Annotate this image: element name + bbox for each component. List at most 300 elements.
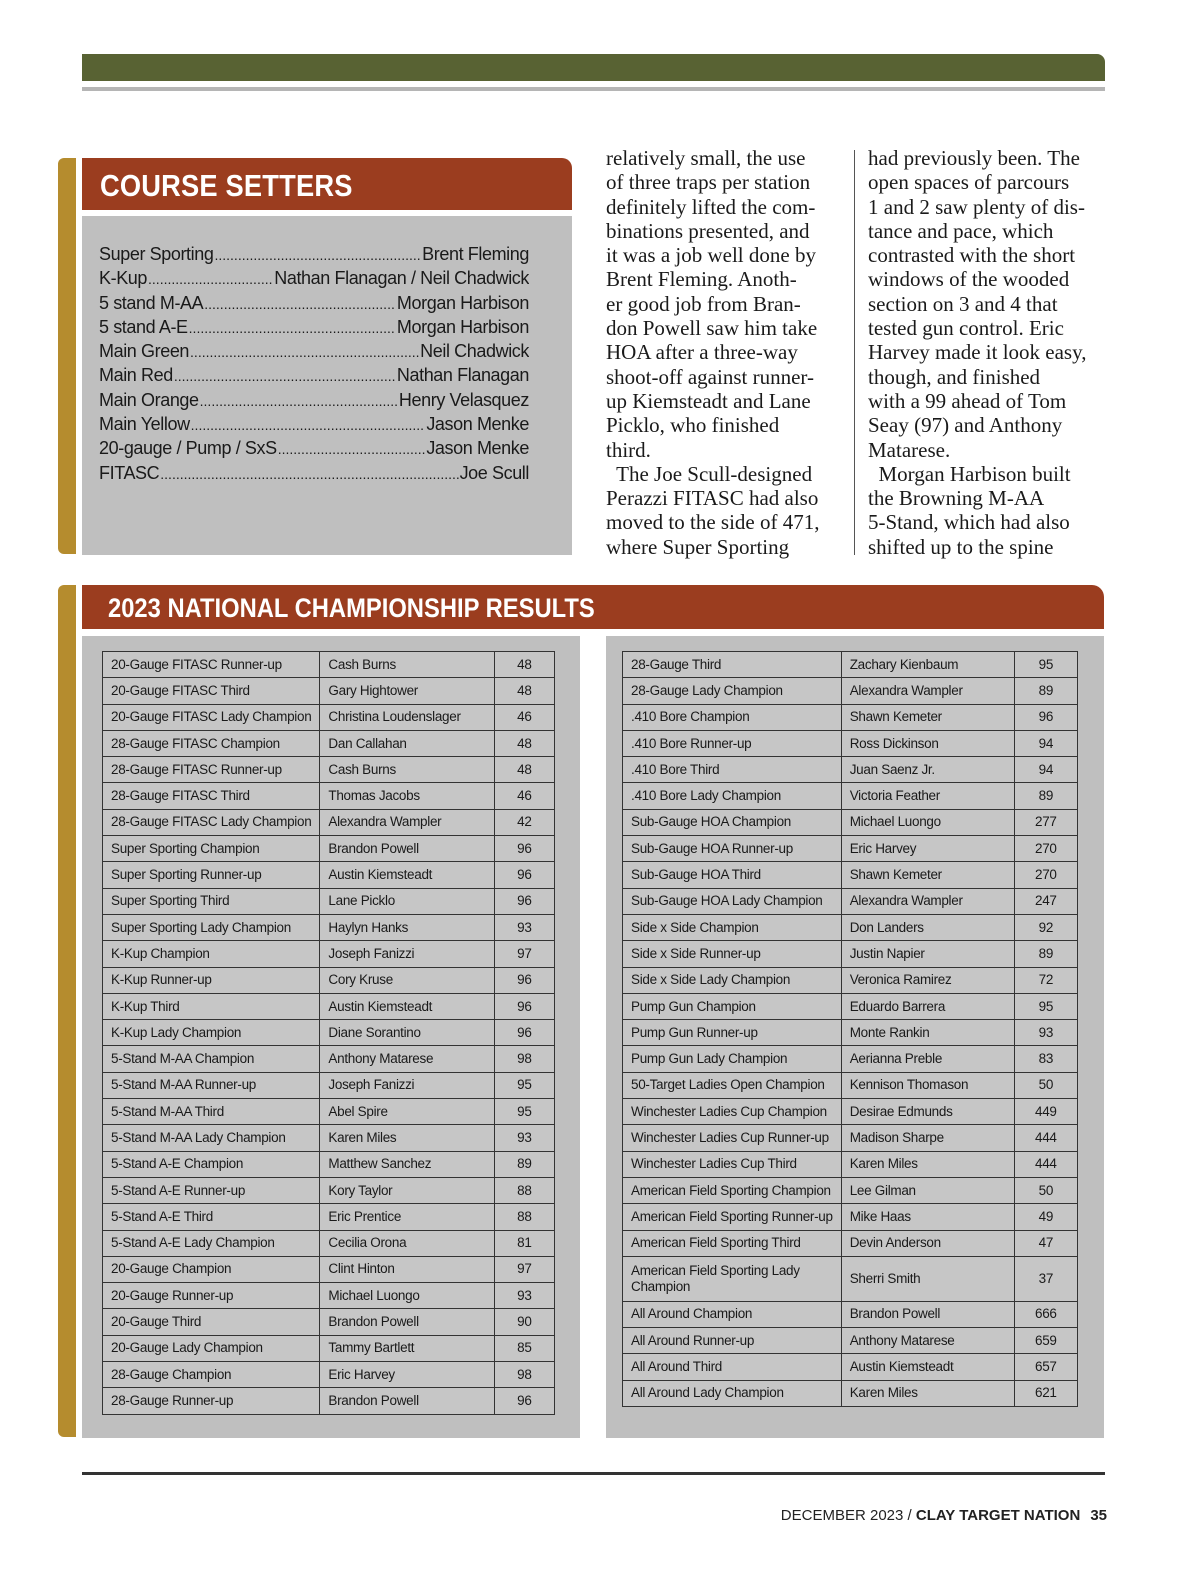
result-score: 85 xyxy=(494,1335,554,1361)
result-score: 95 xyxy=(1014,993,1077,1019)
result-row xyxy=(623,888,1078,914)
course-setter-event: 5 stand M-AA xyxy=(99,292,204,313)
result-row xyxy=(623,941,1078,967)
article-line: Perazzi FITASC had also xyxy=(606,486,819,511)
article-line: had previously been. The xyxy=(868,146,1080,170)
result-shooter: Eduardo Barrera xyxy=(841,993,1014,1019)
leader-dots xyxy=(191,414,426,435)
result-event: K-Kup Champion xyxy=(103,941,320,967)
article-line: moved to the side of 471, xyxy=(606,510,820,535)
result-score: 666 xyxy=(1014,1301,1077,1327)
result-event: 28-Gauge FITASC Champion xyxy=(103,730,320,756)
result-event: American Field Sporting Third xyxy=(623,1230,842,1256)
result-score: 657 xyxy=(1014,1354,1077,1380)
result-event: K-Kup Third xyxy=(103,993,320,1019)
result-score: 95 xyxy=(494,1072,554,1098)
result-event: 5-Stand M-AA Champion xyxy=(103,1046,320,1072)
article-line: tested gun control. Eric xyxy=(868,316,1064,341)
result-score: 89 xyxy=(1014,783,1077,809)
result-event: American Field Sporting Lady Champion xyxy=(623,1256,842,1301)
result-event: Sub-Gauge HOA Third xyxy=(623,862,842,888)
article-line: shoot-off against runner- xyxy=(606,364,814,389)
result-row xyxy=(103,888,555,914)
results-table-right xyxy=(622,651,1078,1407)
article-line: shifted up to the spine xyxy=(868,534,1054,559)
result-row xyxy=(623,704,1078,730)
result-row xyxy=(623,1230,1078,1256)
result-shooter: Cash Burns xyxy=(320,757,494,783)
result-row xyxy=(623,967,1078,993)
result-score: 96 xyxy=(494,888,554,914)
result-event: Winchester Ladies Cup Champion xyxy=(623,1099,842,1125)
result-shooter: Karen Miles xyxy=(841,1151,1014,1177)
result-score: 621 xyxy=(1014,1380,1077,1406)
result-score: 659 xyxy=(1014,1328,1077,1354)
result-shooter: Thomas Jacobs xyxy=(320,783,494,809)
result-row xyxy=(103,836,555,862)
result-shooter: Eric Harvey xyxy=(320,1362,494,1388)
result-shooter: Alexandra Wampler xyxy=(841,678,1014,704)
result-row xyxy=(623,652,1078,678)
result-score: 81 xyxy=(494,1230,554,1256)
course-setter-row xyxy=(99,463,529,487)
course-setter-row xyxy=(99,293,529,317)
result-event: 5-Stand M-AA Lady Champion xyxy=(103,1125,320,1151)
result-shooter: Monte Rankin xyxy=(841,1020,1014,1046)
result-score: 270 xyxy=(1014,862,1077,888)
result-event: 5-Stand M-AA Third xyxy=(103,1099,320,1125)
result-shooter: Alexandra Wampler xyxy=(320,809,494,835)
result-row xyxy=(103,1256,555,1282)
article-line: tance and pace, which xyxy=(868,218,1054,243)
result-score: 96 xyxy=(494,967,554,993)
result-score: 93 xyxy=(494,1125,554,1151)
result-row xyxy=(623,1204,1078,1230)
result-shooter: Brandon Powell xyxy=(320,1388,494,1414)
result-score: 42 xyxy=(494,809,554,835)
result-score: 48 xyxy=(494,757,554,783)
result-row xyxy=(103,914,555,940)
result-shooter: Brandon Powell xyxy=(320,836,494,862)
result-row xyxy=(103,993,555,1019)
result-score: 94 xyxy=(1014,757,1077,783)
result-row xyxy=(623,809,1078,835)
course-setter-event: Main Red xyxy=(99,365,173,386)
article-line: Harvey made it look easy, xyxy=(868,340,1087,365)
article-line: Matarese. xyxy=(868,437,951,462)
results-header xyxy=(82,585,1104,629)
result-shooter: Eric Prentice xyxy=(320,1204,494,1230)
result-shooter: Austin Kiemsteadt xyxy=(320,993,494,1019)
result-row xyxy=(623,1354,1078,1380)
result-shooter: Christina Loudenslager xyxy=(320,704,494,730)
article-line: 5-Stand, which had also xyxy=(868,510,1070,535)
result-event: K-Kup Lady Champion xyxy=(103,1020,320,1046)
article-line: definitely lifted the com- xyxy=(606,194,816,219)
result-event: .410 Bore Champion xyxy=(623,704,842,730)
footer-issue: DECEMBER 2023 / xyxy=(780,1507,916,1524)
result-event: .410 Bore Lady Champion xyxy=(623,783,842,809)
result-shooter: Abel Spire xyxy=(320,1099,494,1125)
result-row xyxy=(623,1380,1078,1406)
result-shooter: Ross Dickinson xyxy=(841,730,1014,756)
result-shooter: Karen Miles xyxy=(841,1380,1014,1406)
result-shooter: Austin Kiemsteadt xyxy=(320,862,494,888)
result-event: All Around Champion xyxy=(623,1301,842,1327)
result-shooter: Anthony Matarese xyxy=(320,1046,494,1072)
result-score: 88 xyxy=(494,1177,554,1203)
course-setters-list xyxy=(99,244,529,487)
result-score: 93 xyxy=(494,1283,554,1309)
result-event: 28-Gauge Lady Champion xyxy=(623,678,842,704)
result-score: 96 xyxy=(1014,704,1077,730)
result-event: Pump Gun Champion xyxy=(623,993,842,1019)
article-line: Brent Fleming. Anoth- xyxy=(606,267,797,292)
course-setter-name: Nathan Flanagan / Neil Chadwick xyxy=(274,268,529,289)
result-score: 93 xyxy=(494,914,554,940)
result-row xyxy=(623,836,1078,862)
result-event: Sub-Gauge HOA Lady Champion xyxy=(623,888,842,914)
result-row xyxy=(103,1204,555,1230)
result-score: 449 xyxy=(1014,1099,1077,1125)
result-row xyxy=(623,1046,1078,1072)
leader-dots xyxy=(190,341,419,362)
article-line: of three traps per station xyxy=(606,170,811,195)
article-line: er good job from Bran- xyxy=(606,291,801,316)
result-score: 46 xyxy=(494,704,554,730)
course-setter-event: FITASC xyxy=(99,462,160,483)
result-score: 48 xyxy=(494,730,554,756)
result-row xyxy=(103,1283,555,1309)
result-event: Side x Side Runner-up xyxy=(623,941,842,967)
result-event: 5-Stand A-E Third xyxy=(103,1204,320,1230)
result-shooter: Victoria Feather xyxy=(841,783,1014,809)
result-score: 444 xyxy=(1014,1125,1077,1151)
result-shooter: Lee Gilman xyxy=(841,1177,1014,1203)
top-gray-rule xyxy=(82,87,1105,91)
result-score: 94 xyxy=(1014,730,1077,756)
result-shooter: Austin Kiemsteadt xyxy=(841,1354,1014,1380)
result-score: 89 xyxy=(1014,678,1077,704)
result-shooter: Haylyn Hanks xyxy=(320,914,494,940)
result-event: American Field Sporting Runner-up xyxy=(623,1204,842,1230)
article-line: Morgan Harbison built xyxy=(868,461,1071,486)
result-shooter: Brandon Powell xyxy=(841,1301,1014,1327)
result-score: 277 xyxy=(1014,809,1077,835)
article-line: binations presented, and xyxy=(606,218,810,243)
result-score: 444 xyxy=(1014,1151,1077,1177)
article-line: relatively small, the use xyxy=(606,146,806,170)
course-setter-row xyxy=(99,438,529,462)
result-event: Side x Side Champion xyxy=(623,914,842,940)
result-event: Winchester Ladies Cup Third xyxy=(623,1151,842,1177)
article-line: contrasted with the short xyxy=(868,243,1076,268)
leader-dots xyxy=(200,390,398,411)
course-setters-header xyxy=(82,158,572,210)
result-row xyxy=(623,1301,1078,1327)
result-event: 20-Gauge FITASC Third xyxy=(103,678,320,704)
result-event: 20-Gauge FITASC Lady Champion xyxy=(103,704,320,730)
result-event: Sub-Gauge HOA Runner-up xyxy=(623,836,842,862)
result-score: 96 xyxy=(494,862,554,888)
result-event: 20-Gauge FITASC Runner-up xyxy=(103,652,320,678)
result-row xyxy=(103,1151,555,1177)
course-setter-name: Morgan Harbison xyxy=(396,316,529,337)
result-event: Sub-Gauge HOA Champion xyxy=(623,809,842,835)
result-shooter: Cory Kruse xyxy=(320,967,494,993)
result-row xyxy=(103,1046,555,1072)
article-line: third. xyxy=(606,437,651,462)
result-score: 93 xyxy=(1014,1020,1077,1046)
result-row xyxy=(103,1177,555,1203)
article-column-1 xyxy=(606,146,819,559)
course-setter-event: Main Yellow xyxy=(99,414,190,435)
result-event: Super Sporting Runner-up xyxy=(103,862,320,888)
result-score: 96 xyxy=(494,836,554,862)
result-row xyxy=(103,967,555,993)
result-score: 46 xyxy=(494,783,554,809)
result-score: 96 xyxy=(494,1388,554,1414)
article-line: Picklo, who finished xyxy=(606,413,780,438)
result-score: 90 xyxy=(494,1309,554,1335)
result-row xyxy=(103,1335,555,1361)
course-setters-accent-bar xyxy=(58,158,76,554)
page-footer xyxy=(781,1507,1107,1524)
article-line: 1 and 2 saw plenty of dis- xyxy=(868,194,1085,219)
leader-dots xyxy=(148,268,273,289)
course-setter-name: Nathan Flanagan xyxy=(396,365,529,386)
leader-dots xyxy=(189,317,396,338)
course-setter-event: 20-gauge / Pump / SxS xyxy=(99,438,277,459)
result-score: 47 xyxy=(1014,1230,1077,1256)
result-event: 5-Stand A-E Runner-up xyxy=(103,1177,320,1203)
article-line: section on 3 and 4 that xyxy=(868,291,1058,316)
course-setter-name: Joe Scull xyxy=(459,462,529,483)
result-shooter: Juan Saenz Jr. xyxy=(841,757,1014,783)
result-shooter: Kennison Thomason xyxy=(841,1072,1014,1098)
result-event: 28-Gauge Third xyxy=(623,652,842,678)
result-score: 95 xyxy=(1014,652,1077,678)
result-row xyxy=(623,730,1078,756)
result-score: 98 xyxy=(494,1362,554,1388)
result-shooter: Devin Anderson xyxy=(841,1230,1014,1256)
course-setter-event: Super Sporting xyxy=(99,244,214,264)
article-line: The Joe Scull-designed xyxy=(606,461,813,486)
course-setter-row xyxy=(99,341,529,365)
result-event: 28-Gauge Runner-up xyxy=(103,1388,320,1414)
result-event: 5-Stand M-AA Runner-up xyxy=(103,1072,320,1098)
result-shooter: Cecilia Orona xyxy=(320,1230,494,1256)
result-row xyxy=(623,1151,1078,1177)
result-shooter: Tammy Bartlett xyxy=(320,1335,494,1361)
top-green-bar xyxy=(82,54,1105,81)
result-row xyxy=(623,757,1078,783)
result-event: .410 Bore Runner-up xyxy=(623,730,842,756)
course-setter-event: K-Kup xyxy=(99,268,148,289)
result-score: 270 xyxy=(1014,836,1077,862)
course-setter-name: Henry Velasquez xyxy=(398,389,529,410)
result-score: 50 xyxy=(1014,1072,1077,1098)
result-score: 50 xyxy=(1014,1177,1077,1203)
result-event: 28-Gauge Champion xyxy=(103,1362,320,1388)
article-column-2 xyxy=(868,146,1086,559)
article-line: open spaces of parcours xyxy=(868,170,1070,195)
result-score: 98 xyxy=(494,1046,554,1072)
results-table-left xyxy=(102,651,555,1415)
bottom-rule xyxy=(82,1472,1105,1475)
leader-dots xyxy=(174,365,396,386)
result-score: 89 xyxy=(494,1151,554,1177)
result-shooter: Kory Taylor xyxy=(320,1177,494,1203)
article-line: HOA after a three-way xyxy=(606,340,798,365)
course-setter-row xyxy=(99,390,529,414)
course-setter-name: Jason Menke xyxy=(426,414,529,435)
result-row xyxy=(103,730,555,756)
result-shooter: Clint Hinton xyxy=(320,1256,494,1282)
result-event: 20-Gauge Lady Champion xyxy=(103,1335,320,1361)
result-event: 28-Gauge FITASC Lady Champion xyxy=(103,809,320,835)
result-event: 5-Stand A-E Champion xyxy=(103,1151,320,1177)
result-event: Super Sporting Third xyxy=(103,888,320,914)
result-row xyxy=(623,1177,1078,1203)
result-shooter: Sherri Smith xyxy=(841,1256,1014,1301)
result-score: 97 xyxy=(494,941,554,967)
course-setter-event: 5 stand A-E xyxy=(99,316,188,337)
result-score: 247 xyxy=(1014,888,1077,914)
result-shooter: Matthew Sanchez xyxy=(320,1151,494,1177)
result-shooter: Dan Callahan xyxy=(320,730,494,756)
result-shooter: Veronica Ramirez xyxy=(841,967,1014,993)
course-setter-name: Brent Fleming xyxy=(422,244,529,264)
leader-dots xyxy=(214,244,421,265)
result-row xyxy=(103,704,555,730)
result-shooter: Shawn Kemeter xyxy=(841,862,1014,888)
result-score: 48 xyxy=(494,678,554,704)
article-line: Seay (97) and Anthony xyxy=(868,413,1063,438)
result-event: 28-Gauge FITASC Runner-up xyxy=(103,757,320,783)
result-row xyxy=(103,1099,555,1125)
result-row xyxy=(623,678,1078,704)
result-shooter: Joseph Fanizzi xyxy=(320,1072,494,1098)
result-score: 96 xyxy=(494,1020,554,1046)
article-line: though, and finished xyxy=(868,364,1041,389)
result-shooter: Brandon Powell xyxy=(320,1309,494,1335)
article-line: with a 99 ahead of Tom xyxy=(868,388,1067,413)
result-event: 28-Gauge FITASC Third xyxy=(103,783,320,809)
result-shooter: Zachary Kienbaum xyxy=(841,652,1014,678)
course-setters-title: COURSE SETTERS xyxy=(100,168,353,203)
result-score: 97 xyxy=(494,1256,554,1282)
article-line: it was a job well done by xyxy=(606,243,816,268)
result-shooter: Aerianna Preble xyxy=(841,1046,1014,1072)
course-setter-name: Jason Menke xyxy=(426,438,529,459)
result-row xyxy=(103,1125,555,1151)
result-row xyxy=(103,809,555,835)
result-event: Super Sporting Champion xyxy=(103,836,320,862)
article-line: up Kiemsteadt and Lane xyxy=(606,388,811,413)
result-shooter: Justin Napier xyxy=(841,941,1014,967)
result-event: 5-Stand A-E Lady Champion xyxy=(103,1230,320,1256)
result-row xyxy=(103,783,555,809)
result-row xyxy=(623,862,1078,888)
result-shooter: Madison Sharpe xyxy=(841,1125,1014,1151)
article-line: the Browning M-AA xyxy=(868,486,1045,511)
leader-dots xyxy=(204,293,396,314)
course-setter-event: Main Green xyxy=(99,341,190,362)
course-setter-event: Main Orange xyxy=(99,389,199,410)
results-title: 2023 NATIONAL CHAMPIONSHIP RESULTS xyxy=(108,593,595,623)
column-divider xyxy=(854,150,855,555)
result-score: 92 xyxy=(1014,914,1077,940)
result-shooter: Joseph Fanizzi xyxy=(320,941,494,967)
result-shooter: Gary Hightower xyxy=(320,678,494,704)
result-shooter: Eric Harvey xyxy=(841,836,1014,862)
result-row xyxy=(103,1362,555,1388)
result-event: Side x Side Lady Champion xyxy=(623,967,842,993)
article-line: where Super Sporting xyxy=(606,534,790,559)
result-event: All Around Runner-up xyxy=(623,1328,842,1354)
result-row xyxy=(623,1099,1078,1125)
result-event: All Around Third xyxy=(623,1354,842,1380)
result-score: 37 xyxy=(1014,1256,1077,1301)
result-row xyxy=(103,1230,555,1256)
result-event: Super Sporting Lady Champion xyxy=(103,914,320,940)
course-setter-name: Neil Chadwick xyxy=(420,341,529,362)
result-event: 20-Gauge Champion xyxy=(103,1256,320,1282)
article-line: windows of the wooded xyxy=(868,267,1070,292)
result-shooter: Diane Sorantino xyxy=(320,1020,494,1046)
result-row xyxy=(103,678,555,704)
result-event: K-Kup Runner-up xyxy=(103,967,320,993)
course-setter-row xyxy=(99,317,529,341)
result-event: All Around Lady Champion xyxy=(623,1380,842,1406)
results-accent-bar xyxy=(58,585,76,1437)
result-event: Pump Gun Lady Champion xyxy=(623,1046,842,1072)
result-shooter: Karen Miles xyxy=(320,1125,494,1151)
result-event: .410 Bore Third xyxy=(623,757,842,783)
result-event: 50-Target Ladies Open Champion xyxy=(623,1072,842,1098)
result-score: 72 xyxy=(1014,967,1077,993)
result-shooter: Michael Luongo xyxy=(841,809,1014,835)
result-row xyxy=(623,1256,1078,1301)
course-setter-row xyxy=(99,365,529,389)
course-setter-row xyxy=(99,414,529,438)
result-shooter: Shawn Kemeter xyxy=(841,704,1014,730)
result-event: American Field Sporting Champion xyxy=(623,1177,842,1203)
course-setter-name: Morgan Harbison xyxy=(396,292,529,313)
result-shooter: Cash Burns xyxy=(320,652,494,678)
result-shooter: Mike Haas xyxy=(841,1204,1014,1230)
result-row xyxy=(623,1020,1078,1046)
footer-magazine: CLAY TARGET NATION xyxy=(915,1507,1081,1524)
result-event: 20-Gauge Runner-up xyxy=(103,1283,320,1309)
result-row xyxy=(623,1328,1078,1354)
result-score: 88 xyxy=(494,1204,554,1230)
result-row xyxy=(623,1125,1078,1151)
result-score: 95 xyxy=(494,1099,554,1125)
result-score: 48 xyxy=(494,652,554,678)
result-event: Pump Gun Runner-up xyxy=(623,1020,842,1046)
result-score: 96 xyxy=(494,993,554,1019)
result-shooter: Desirae Edmunds xyxy=(841,1099,1014,1125)
result-row xyxy=(623,993,1078,1019)
result-row xyxy=(103,1388,555,1414)
result-event: Winchester Ladies Cup Runner-up xyxy=(623,1125,842,1151)
result-row xyxy=(103,1020,555,1046)
result-score: 89 xyxy=(1014,941,1077,967)
page-number: 35 xyxy=(1090,1507,1107,1524)
result-row xyxy=(103,652,555,678)
